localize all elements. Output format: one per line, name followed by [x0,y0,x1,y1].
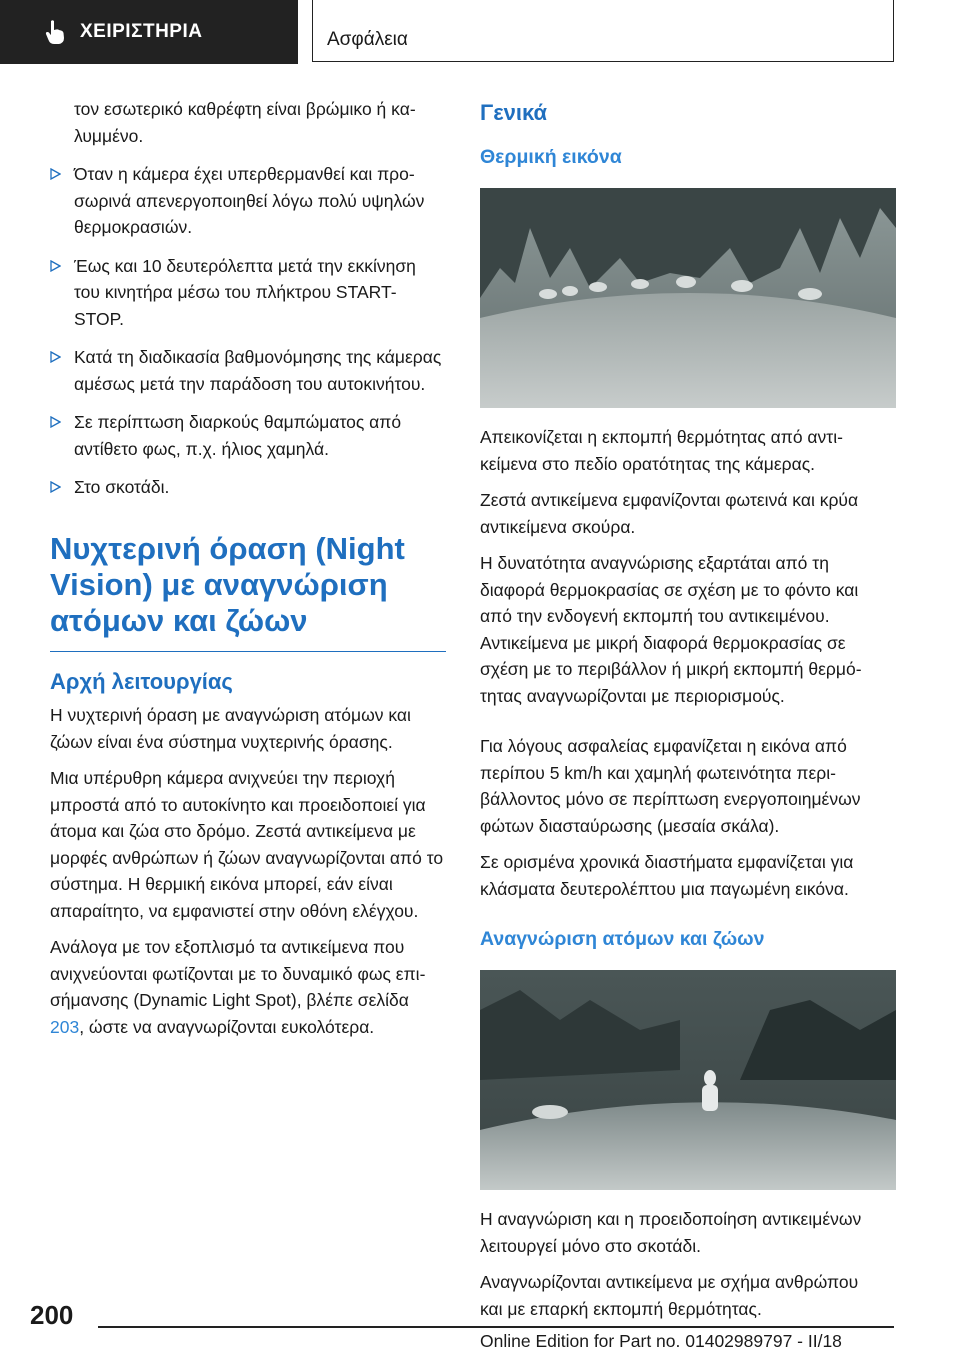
chapter-header [312,0,894,62]
paragraph: Απεικονίζεται η εκπομπή θερμότητας από αντικείμενα στο πεδίο ορατότητας της κάμερας. [480,427,843,474]
paragraph: Μια υπέρυθρη κάμερα ανιχνεύει την περιοχή μπροστά από το αυτοκίνητο και προειδοποιεί για άτομα και ζώα στο δρόμο. Ζεστά αντικείμενα με μορφές ανθρώπων ή ζώων αναγνωρίζονται από το σύστημα. Η θερμική εικόνα μπορεί, εάν είναι απαραίτητο, να εμφανιστεί στην οθόνη ελέγχου. [50,768,444,921]
subsection-title: Αρχή λειτουργίας [50,669,233,694]
paragraph: Ζεστά αντικείμενα εμφανίζονται φωτεινά και κρύα αντικείμενα σκούρα. [480,490,859,537]
list-item-text: Σε περίπτωση διαρκούς θαμπώματος από αντίθετο φως, π.χ. ήλιος χαμηλά. [74,412,402,459]
bullet-continuation: τον εσωτερικό καθρέφτη είναι βρώμικο ή καλυμμένο. [74,99,416,146]
triangle-bullet-icon [50,416,61,428]
right-column [480,96,876,1332]
list-item [50,344,446,397]
paragraph: Η νυχτερινή όραση με αναγνώριση ατόμων και ζώων είναι ένα σύστημα νυχτερινής όρασης. [50,705,411,752]
section-title: Νυχτερινή όραση (Night Vision) με αναγνώριση ατόμων και ζώων [50,530,405,638]
paragraph: Ανάλογα με τον εξοπλισμό τα αντικείμενα που ανιχνεύονται φωτίζονται με το δυναμικό φως επισήμανσης (Dynamic Light Spot), βλέπε σελίδα 203, ώστε να αναγνωρίζονται ευκολότερα. [50,937,426,1037]
triangle-bullet-icon [50,351,61,363]
left-column [50,96,446,1050]
list-item [50,161,446,241]
hand-pointer-icon [44,19,66,45]
list-item-text: Κατά τη διαδικασία βαθμονόμησης της κάμερας αμέσως μετά την παράδοση του αυτοκινήτου. [74,347,442,394]
triangle-bullet-icon [50,260,61,272]
list-item-text: Όταν η κάμερα έχει υπερθερμανθεί και προσωρινά απενεργοποιηθεί λόγω πολύ υψηλών θερμοκρασιών. [74,164,425,237]
list-item [50,474,446,501]
list-item-text: Στο σκοτάδι. [74,477,170,497]
spacer [480,719,876,733]
edition-footer: Online Edition for Part no. 01402989797 - II/18 [480,1331,842,1351]
page-reference-link[interactable]: 203 [50,1016,80,1037]
manual-section-tab[interactable] [0,0,298,64]
chapter-title: Ασφάλεια [327,29,408,50]
thermal-image-illustration [480,188,896,408]
manual-section-label: ΧΕΙΡΙΣΤΗΡΙΑ [80,21,203,42]
paragraph: Αναγνωρίζονται αντικείμενα με σχήμα ανθρώπου και με επαρκή εκπομπή θερμότητας. [480,1272,859,1319]
triangle-bullet-icon [50,168,61,180]
list-item [50,409,446,462]
paragraph: Η δυνατότητα αναγνώρισης εξαρτάται από τη διαφορά θερμοκρασίας σε σχέση με το φόντο και από την ενδογενή εκπομπή του αντικειμένου. Αντικείμενα με μικρή διαφορά θερμοκρασίας σε σχέση με το περιβάλλον ή μικρή εκπομπή θερμότητας αναγνωρίζονται με περιορισμούς. [480,553,862,706]
section-divider [50,651,446,653]
footer-divider [98,1326,894,1328]
detection-title: Αναγνώριση ατόμων και ζώων [480,928,765,950]
list-item-text: Έως και 10 δευτερόλεπτα μετά την εκκίνηση του κινητήρα μέσω του πλήκτρου START-STOP. [74,255,416,329]
paragraph: Σε ορισμένα χρονικά διαστήματα εμφανίζεται για κλάσματα δευτερολέπτου μια παγωμένη εικόνα. [480,852,854,899]
paragraph: Για λόγους ασφαλείας εμφανίζεται η εικόνα από περίπου 5 km/h και χαμηλή φωτεινότητα περιβάλλοντος μόνο σε περίπτωση ενεργοποιημένων φώτων διασταύρωσης (μεσαία σκάλα). [480,736,861,836]
thermal-image-title: Θερμική εικόνα [480,146,622,168]
list-item [50,253,446,333]
triangle-bullet-icon [50,481,61,493]
general-title: Γενικά [480,100,548,125]
paragraph: Η αναγνώριση και η προειδοποίηση αντικειμένων λειτουργεί μόνο στο σκοτάδι. [480,1209,862,1256]
page-number: 200 [30,1300,74,1330]
person-detection-illustration [480,970,896,1190]
spacer [480,912,876,926]
